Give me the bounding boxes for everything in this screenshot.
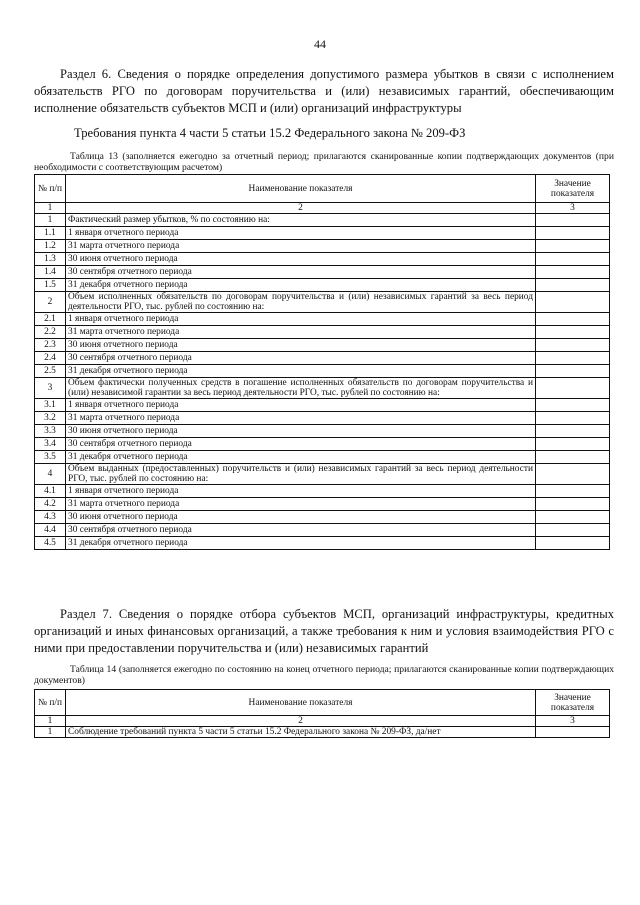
table-row <box>35 214 610 227</box>
row-number: 4 <box>35 464 66 485</box>
header-name: Наименование показателя <box>66 175 536 203</box>
row-value-cell[interactable] <box>536 253 610 266</box>
row-number: 2.4 <box>35 352 66 365</box>
row-value-cell[interactable] <box>536 326 610 339</box>
header-name: Наименование показателя <box>66 690 536 716</box>
section-6-title: Раздел 6. Сведения о порядке определения допустимого размера убытков в связи с исполнением обязательств РГО по договорам поручительства и (или) независимых гарантий, обеспечивающим исполнение обязательств субъектов МСП и (или) организаций инфраструктуры <box>34 67 614 115</box>
row-value-cell[interactable] <box>536 378 610 399</box>
table-row <box>35 227 610 240</box>
row-value-cell[interactable] <box>536 365 610 378</box>
row-number: 2.3 <box>35 339 66 352</box>
row-value-cell[interactable] <box>536 498 610 511</box>
row-value-cell[interactable] <box>536 339 610 352</box>
col-number: 1 <box>35 203 66 214</box>
row-indicator-name: 30 июня отчетного периода <box>66 425 536 438</box>
row-value-cell[interactable] <box>536 485 610 498</box>
row-value-cell[interactable] <box>536 727 610 738</box>
row-indicator-name: 31 декабря отчетного периода <box>66 279 536 292</box>
row-indicator-name: 31 марта отчетного периода <box>66 240 536 253</box>
table-row <box>35 339 610 352</box>
table-row <box>35 352 610 365</box>
row-number: 3.5 <box>35 451 66 464</box>
page-number: 44 <box>314 37 326 51</box>
table-row <box>35 438 610 451</box>
row-indicator-name: 30 июня отчетного периода <box>66 511 536 524</box>
section-6-requirement: Требования пункта 4 части 5 статьи 15.2 Федерального закона № 209-ФЗ <box>74 126 466 140</box>
row-value-cell[interactable] <box>536 214 610 227</box>
row-indicator-name: 31 декабря отчетного периода <box>66 365 536 378</box>
table-row <box>35 378 610 399</box>
table-row <box>35 451 610 464</box>
table-row <box>35 485 610 498</box>
row-number: 3.4 <box>35 438 66 451</box>
row-indicator-name: Объем исполненных обязательств по договорам поручительства и (или) независимых гарантий за весь период деятельности РГО, тыс. рублей по состоянию на: <box>66 292 536 313</box>
row-value-cell[interactable] <box>536 412 610 425</box>
header-value: Значение показателя <box>536 690 610 716</box>
row-indicator-name: Объем фактически полученных средств в погашение исполненных обязательств по договорам поручительства и (или) независимой гарантии за весь период деятельности РГО, тыс. рублей по состоянию на: <box>66 378 536 399</box>
row-number: 1 <box>35 214 66 227</box>
row-indicator-name: 1 января отчетного периода <box>66 485 536 498</box>
header-num: № п/п <box>35 690 66 716</box>
row-number: 4.1 <box>35 485 66 498</box>
row-number: 2 <box>35 292 66 313</box>
col-number: 3 <box>536 203 610 214</box>
table-row <box>35 524 610 537</box>
table-row <box>35 365 610 378</box>
table-row <box>35 240 610 253</box>
row-number: 2.1 <box>35 313 66 326</box>
table-row <box>35 313 610 326</box>
row-indicator-name: 30 сентября отчетного периода <box>66 266 536 279</box>
row-value-cell[interactable] <box>536 313 610 326</box>
table-row <box>35 326 610 339</box>
row-indicator-name: 30 июня отчетного периода <box>66 339 536 352</box>
row-indicator-name: 1 января отчетного периода <box>66 313 536 326</box>
row-indicator-name: 30 сентября отчетного периода <box>66 352 536 365</box>
table-row <box>35 266 610 279</box>
row-value-cell[interactable] <box>536 399 610 412</box>
row-value-cell[interactable] <box>536 425 610 438</box>
col-number: 2 <box>66 716 536 727</box>
table-row <box>35 498 610 511</box>
row-number: 1 <box>35 727 66 738</box>
row-indicator-name: 31 декабря отчетного периода <box>66 537 536 550</box>
row-number: 1.2 <box>35 240 66 253</box>
table-13 <box>34 174 610 550</box>
row-value-cell[interactable] <box>536 524 610 537</box>
row-number: 2.5 <box>35 365 66 378</box>
table-14 <box>34 689 610 738</box>
row-indicator-name: Соблюдение требований пункта 5 части 5 статьи 15.2 Федерального закона № 209-ФЗ, да/нет <box>66 727 536 738</box>
table-row <box>35 399 610 412</box>
row-number: 3.2 <box>35 412 66 425</box>
row-indicator-name: 31 марта отчетного периода <box>66 498 536 511</box>
row-value-cell[interactable] <box>536 352 610 365</box>
row-indicator-name: 30 сентября отчетного периода <box>66 524 536 537</box>
row-number: 3.3 <box>35 425 66 438</box>
row-indicator-name: Фактический размер убытков, % по состоянию на: <box>66 214 536 227</box>
col-number: 1 <box>35 716 66 727</box>
table-row <box>35 464 610 485</box>
table-row <box>35 292 610 313</box>
row-value-cell[interactable] <box>536 511 610 524</box>
row-value-cell[interactable] <box>536 464 610 485</box>
table-row <box>35 511 610 524</box>
row-number: 1.3 <box>35 253 66 266</box>
table-row <box>35 425 610 438</box>
row-number: 1.5 <box>35 279 66 292</box>
table-row <box>35 537 610 550</box>
row-number: 4.4 <box>35 524 66 537</box>
table-row <box>35 727 610 738</box>
col-number: 3 <box>536 716 610 727</box>
table-row <box>35 279 610 292</box>
row-value-cell[interactable] <box>536 438 610 451</box>
row-number: 1.1 <box>35 227 66 240</box>
table-14-caption: Таблица 14 (заполняется ежегодно по состоянию на конец отчетного периода; прилагаются сканированные копии подтверждающих документов) <box>34 664 614 686</box>
row-number: 1.4 <box>35 266 66 279</box>
row-number: 4.5 <box>35 537 66 550</box>
row-value-cell[interactable] <box>536 240 610 253</box>
section-7-title: Раздел 7. Сведения о порядке отбора субъектов МСП, организаций инфраструктуры, кредитных организаций и иных финансовых организаций, а также требования к ним и условия взаимодействия РГО с ними при предоставлении поручительства и (или) независимых гарантий <box>34 607 614 655</box>
row-value-cell[interactable] <box>536 279 610 292</box>
row-number: 4.2 <box>35 498 66 511</box>
row-indicator-name: 31 марта отчетного периода <box>66 326 536 339</box>
row-indicator-name: 31 марта отчетного периода <box>66 412 536 425</box>
row-indicator-name: 30 июня отчетного периода <box>66 253 536 266</box>
row-number: 2.2 <box>35 326 66 339</box>
header-value: Значение показателя <box>536 175 610 203</box>
row-number: 3 <box>35 378 66 399</box>
row-indicator-name: 31 декабря отчетного периода <box>66 451 536 464</box>
row-value-cell[interactable] <box>536 537 610 550</box>
row-number: 4.3 <box>35 511 66 524</box>
row-indicator-name: 1 января отчетного периода <box>66 399 536 412</box>
row-number: 3.1 <box>35 399 66 412</box>
table-13-caption: Таблица 13 (заполняется ежегодно за отчетный период; прилагаются сканированные копии подтверждающих документов (при необходимости с соответствующим расчетом) <box>34 151 614 173</box>
row-indicator-name: Объем выданных (предоставленных) поручительств и (или) независимых гарантий за весь период деятельности РГО, тыс. рублей по состоянию на: <box>66 464 536 485</box>
row-value-cell[interactable] <box>536 451 610 464</box>
table-row <box>35 253 610 266</box>
col-number: 2 <box>66 203 536 214</box>
row-indicator-name: 30 сентября отчетного периода <box>66 438 536 451</box>
row-indicator-name: 1 января отчетного периода <box>66 227 536 240</box>
header-num: № п/п <box>35 175 66 203</box>
row-value-cell[interactable] <box>536 292 610 313</box>
row-value-cell[interactable] <box>536 266 610 279</box>
row-value-cell[interactable] <box>536 227 610 240</box>
table-row <box>35 412 610 425</box>
